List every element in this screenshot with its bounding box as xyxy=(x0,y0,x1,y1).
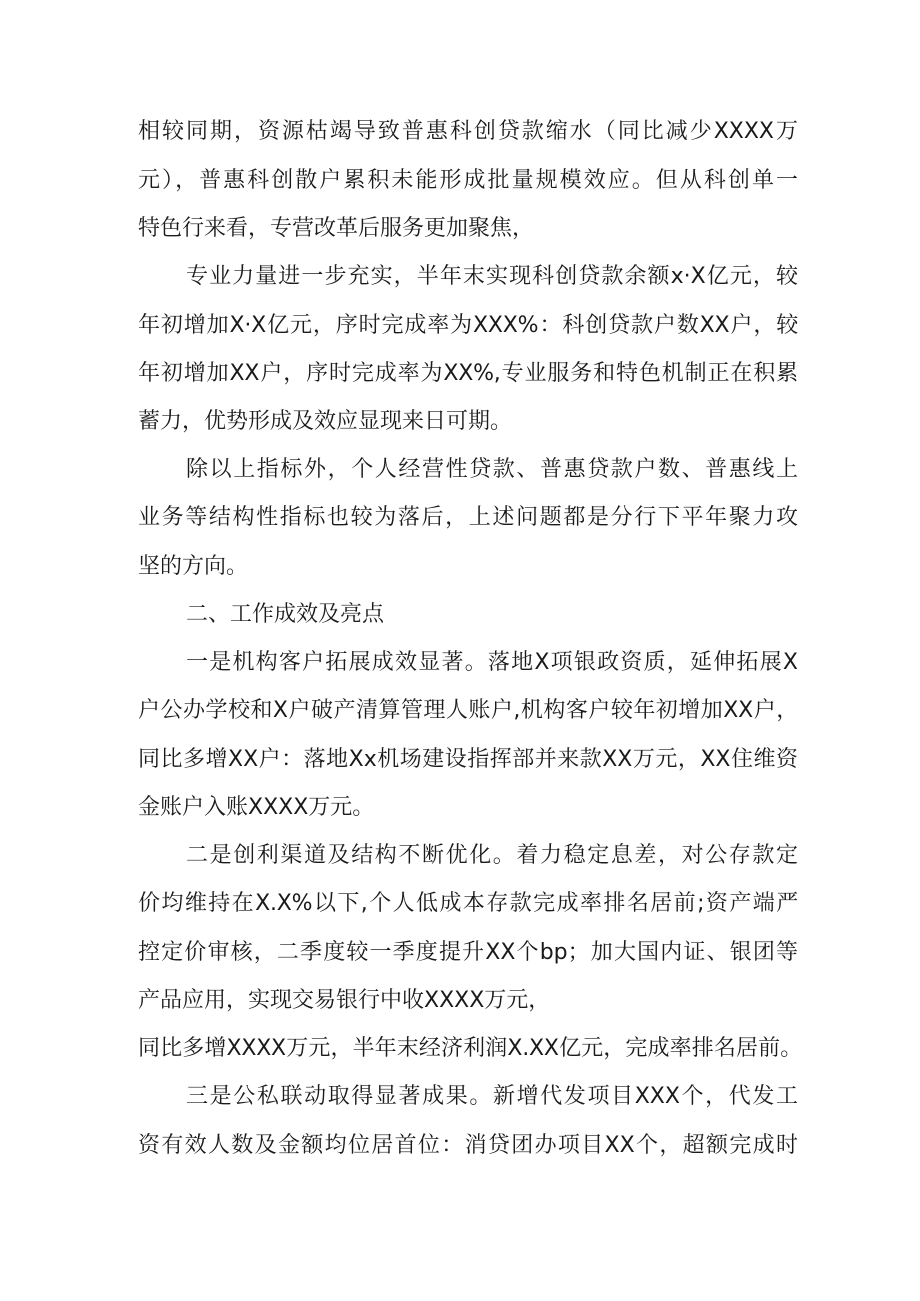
text-line: 元），普惠科创散户累积未能形成批量规模效应。但从科创单一 xyxy=(138,168,798,193)
text-line: 三是公私联动取得显著成果。新增代发项目XXX个，代发工 xyxy=(186,1084,798,1109)
text-line: 二是创利渠道及结构不断优化。着力稳定息差，对公存款定 xyxy=(186,843,798,868)
text-line: 相较同期，资源枯竭导致普惠科创贷款缩水（同比减少XXXX万 xyxy=(138,119,798,144)
text-line: 金账户入账XXXX万元。 xyxy=(138,795,375,820)
text-line: 控定价审核，二季度较一季度提升XX个bp；加大国内证、银团等 xyxy=(138,940,798,965)
text-line: 年初增加X·X亿元，序时完成率为XXX%：科创贷款户数XX户，较 xyxy=(138,313,798,338)
text-line: 一是机构客户拓展成效显著。落地X项银政资质，延伸拓展X xyxy=(186,650,798,675)
text-line: 价均维持在X.X%以下,个人低成本存款完成率排名居前;资产端严 xyxy=(138,891,798,916)
text-line: 资有效人数及金额均位居首位：消贷团办项目XX个，超额完成时 xyxy=(138,1133,798,1158)
text-line: 同比多增XXXX万元，半年末经济利润X.XX亿元，完成率排名居前。 xyxy=(138,1036,802,1061)
text-line: 蓄力，优势形成及效应显现来日可期。 xyxy=(138,409,513,434)
text-line: 特色行来看，专营改革后服务更加聚焦， xyxy=(138,216,535,241)
text-line: 业务等结构性指标也较为落后，上述问题都是分行下平年聚力攻 xyxy=(138,505,798,530)
text-line: 专业力量进一步充实，半年末实现科创贷款余额x·X亿元，较 xyxy=(186,264,798,289)
text-line: 除以上指标外，个人经营性贷款、普惠贷款户数、普惠线上 xyxy=(186,457,798,482)
section-heading: 二、工作成效及亮点 xyxy=(186,602,385,627)
text-line: 同比多增XX户：落地Xx机场建设指挥部并来款XX万元，XX住维资 xyxy=(138,747,798,772)
text-line: 年初增加XX户，序时完成率为XX%,专业服务和特色机制正在积累 xyxy=(138,361,798,386)
text-line: 户公办学校和X户破产清算管理人账户,机构客户较年初增加XX户， xyxy=(138,698,798,723)
text-line: 坚的方向。 xyxy=(138,554,249,579)
text-line: 产品应用，实现交易银行中收XXXX万元， xyxy=(138,988,551,1013)
